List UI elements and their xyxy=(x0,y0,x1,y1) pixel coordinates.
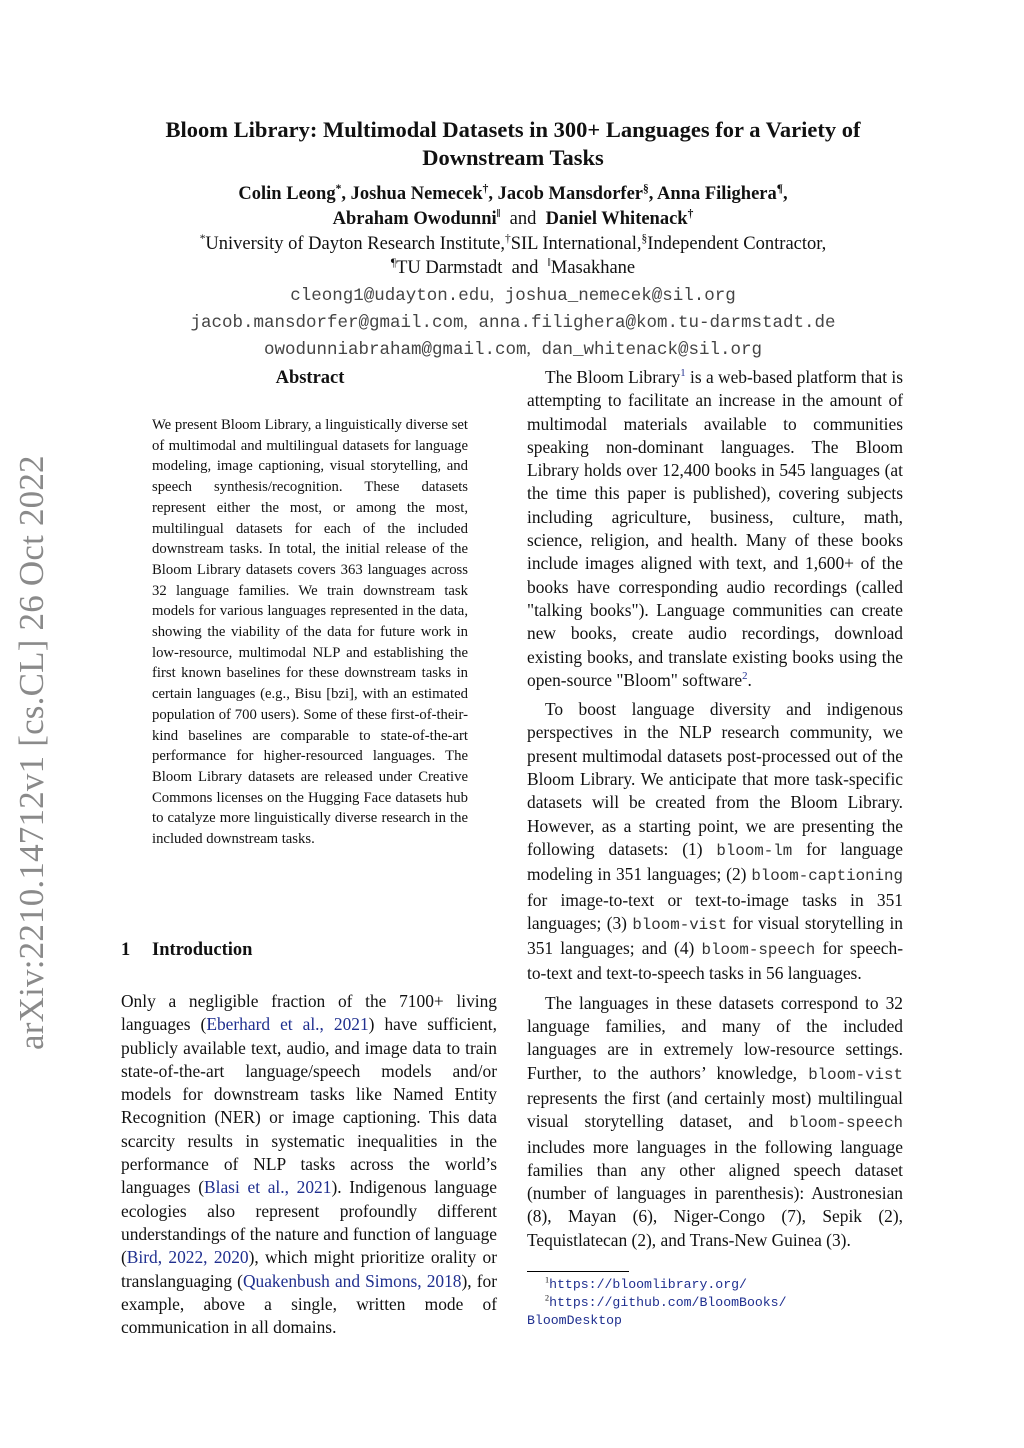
text-run: The Bloom Library xyxy=(545,367,681,387)
affiliation-mark: ¶ xyxy=(390,256,397,269)
abstract-section xyxy=(152,367,468,850)
email-address[interactable]: owodunniabraham@gmail.com xyxy=(264,340,527,360)
author-affiliation-mark: † xyxy=(482,182,489,195)
dataset-name: bloom-speech xyxy=(789,1114,903,1133)
body-paragraph xyxy=(527,992,903,1252)
text-run: The languages in these datasets correspond to 32 language families, and many of the included languages are in extremely low-resource settings. Further, to the authors’ knowledge, xyxy=(527,992,903,1083)
text-run: ), for example, above a single, written mode of communication in all domains. xyxy=(121,1270,497,1338)
footnote-url[interactable]: https://bloomlibrary.org/ xyxy=(549,1277,747,1292)
author-name: Daniel Whitenack xyxy=(545,209,688,229)
text-run: To boost language diversity and indigenous perspectives in the NLP research community, we present multimodal datasets post-processed out of the Bloom Library. We anticipate that more task-specific datasets will be created from the Bloom Library. However, as a starting point, we are presenting the following datasets: (1) xyxy=(527,699,903,859)
introduction-paragraph xyxy=(121,990,497,1339)
introduction-section xyxy=(121,938,497,1339)
footnotes xyxy=(527,1276,903,1330)
dataset-name: bloom-vist xyxy=(808,1065,903,1084)
dataset-name: bloom-speech xyxy=(701,941,816,960)
footnote-divider xyxy=(527,1271,629,1272)
affiliation-conjunction: and xyxy=(511,258,539,278)
title-line-2: Downstream Tasks xyxy=(422,145,604,170)
text-run: for speech-to-text and text-to-speech tasks in 56 languages. xyxy=(527,938,903,984)
author-name: Jacob Mansdorfer xyxy=(497,184,644,204)
abstract-text: We present Bloom Library, a linguistically diverse set of multimodal and multilingual datasets for language modeling, image captioning, visual storytelling, and speech synthesis/recognition. These datasets represent either the most, or among the most, multilingual datasets for each of the included downstream tasks. In total, the initial release of the Bloom Library datasets covers 363 languages across 32 language families. We train downstream task models for various languages represented in the data, showing the viability of the data for future work in low-resource, multimodal NLP and establishing the first known baselines for these downstream tasks in certain languages (e.g., Bisu [bzi], with an estimated population of 700 users). Some of these first-of-their-kind baselines are comparable to state-of-the-art performance for higher-resourced languages. The Bloom Library datasets are released under Creative Commons licenses on the Hugging Face datasets hub to catalyze more linguistically diverse research in the included downstream tasks. xyxy=(152,417,469,848)
text-run: for image-to-text or text-to-image tasks in 351 languages; (3) xyxy=(527,889,903,933)
text-run: for language modeling in 351 languages; (2) xyxy=(527,838,903,885)
text-run: represents the first (and certainly most) multilingual visual storytelling dataset, and xyxy=(527,1087,903,1132)
affiliation: TU Darmstadt xyxy=(396,258,503,278)
affiliation-mark: ‖ xyxy=(547,256,551,269)
email-address[interactable]: jacob.mansdorfer@gmail.com xyxy=(190,313,464,333)
text-run: ), which might prioritize orality or translanguaging ( xyxy=(121,1247,498,1291)
affiliation-mark: † xyxy=(504,232,511,245)
author-name: Joshua Nemecek xyxy=(350,184,483,204)
affiliation: SIL International, xyxy=(510,234,642,254)
paper-header xyxy=(118,116,908,363)
text-run: is a web-based platform that is attempting to facilitate an increase in the amount of multimodal materials available to communities speaking non-dominant languages. The Bloom Library holds over 12,400 books in 545 languages (at the time this paper is published), covering subjects including agriculture, business, culture, math, science, religion, and health. Many of these books include images aligned with text, and 1,600+ of the books have corresponding audio recordings (called "talking books"). Language communities can create new books, create audio recordings, download existing books, and translate existing books using the open-source "Bloom" software xyxy=(527,367,903,690)
footnote-number: 2 xyxy=(545,1293,550,1303)
email-list: cleong1@udayton.edu, joshua_nemecek@sil.org jacob.mansdorfer@gmail.com, anna.filighera@kom.tu-darmstadt.de owodunniabraham@gmail.com, dan_whitenack@sil.org xyxy=(190,284,836,360)
affiliation: Independent Contractor, xyxy=(647,234,827,254)
body-paragraph xyxy=(527,698,903,986)
email-address[interactable]: joshua_nemecek@sil.org xyxy=(504,286,736,306)
dataset-name: bloom-captioning xyxy=(751,867,903,886)
affiliation-mark: * xyxy=(199,232,206,245)
section-heading xyxy=(121,938,497,962)
footnote-number: 1 xyxy=(545,1275,550,1285)
affiliation-mark: § xyxy=(641,232,648,245)
body-paragraph xyxy=(527,366,903,692)
text-run: for visual storytelling in 351 languages; and (4) xyxy=(527,912,903,959)
author-affiliation-mark: § xyxy=(643,182,649,195)
affiliation-list xyxy=(118,232,908,280)
footnote-url-continuation[interactable]: BloomDesktop xyxy=(527,1313,622,1328)
author-name: Abraham Owodunni xyxy=(332,209,497,229)
author-name: Anna Filighera xyxy=(657,184,777,204)
author-affiliation-mark: * xyxy=(335,182,342,195)
text-run: includes more languages in the following language families than any other aligned speech dataset (number of languages in parenthesis): Austronesian (8), Mayan (6), Niger-Congo (7), Sepik (2), Tequistlatecan (2), and Trans-New Guinea (3). xyxy=(527,1136,903,1250)
affiliation: Masakhane xyxy=(550,258,636,278)
email-address[interactable]: dan_whitenack@sil.org xyxy=(541,340,762,360)
author-affiliation-mark: † xyxy=(687,207,694,220)
section-title: Introduction xyxy=(152,940,253,960)
dataset-name: bloom-vist xyxy=(632,915,728,934)
text-run: Only a negligible fraction of the 7100+ living languages ( xyxy=(121,991,497,1035)
email-address[interactable]: cleong1@udayton.edu xyxy=(290,286,490,306)
citation-link[interactable]: Eberhard et al., 2021 xyxy=(206,1014,369,1035)
abstract-heading: Abstract xyxy=(275,368,345,388)
text-run: . xyxy=(747,669,752,690)
title-line-1: Bloom Library: Multimodal Datasets in 300+ Languages for a Variety of xyxy=(165,117,861,142)
citation-link[interactable]: Quakenbush and Simons, 2018 xyxy=(242,1270,462,1291)
affiliation: University of Dayton Research Institute, xyxy=(205,234,505,254)
paper-title xyxy=(118,116,908,172)
right-column xyxy=(527,366,903,1258)
citation-link[interactable]: Bird, 2022, 2020 xyxy=(126,1247,249,1268)
footnote-ref[interactable]: 2 xyxy=(742,670,748,683)
author-list: Colin Leong*, Joshua Nemecek†, Jacob Mansdorfer§, Anna Filighera¶, Abraham Owodunni‖ and Daniel Whitenack† xyxy=(238,182,788,229)
text-run: ). Indigenous language ecologies also represent profoundly different understandings of the nature and function of language ( xyxy=(121,1177,498,1268)
footnote-ref[interactable]: 1 xyxy=(680,367,686,380)
section-number: 1 xyxy=(121,940,131,960)
author-conjunction: and xyxy=(509,209,537,229)
author-name: Colin Leong xyxy=(238,184,336,204)
author-affiliation-mark: ¶ xyxy=(776,182,783,195)
footnote xyxy=(527,1276,903,1294)
author-affiliation-mark: ‖ xyxy=(496,207,501,220)
arxiv-identifier[interactable]: arXiv:2210.14712v1 [cs.CL] 26 Oct 2022 xyxy=(12,455,51,1050)
dataset-name: bloom-lm xyxy=(716,841,793,860)
footnote-url[interactable]: https://github.com/BloomBooks/ xyxy=(549,1295,787,1310)
text-run: ) have sufficient, publicly available text, audio, and image data to train state-of-the-art language/speech models and/or models for downstream tasks like Named Entity Recognition (NER) or image captioning. This data scarcity results in systematic inequalities in the performance of NLP tasks across the world’s languages ( xyxy=(121,1014,497,1198)
email-address[interactable]: anna.filighera@kom.tu-darmstadt.de xyxy=(478,313,836,333)
citation-link[interactable]: Blasi et al., 2021 xyxy=(204,1177,332,1198)
footnote xyxy=(527,1294,903,1330)
